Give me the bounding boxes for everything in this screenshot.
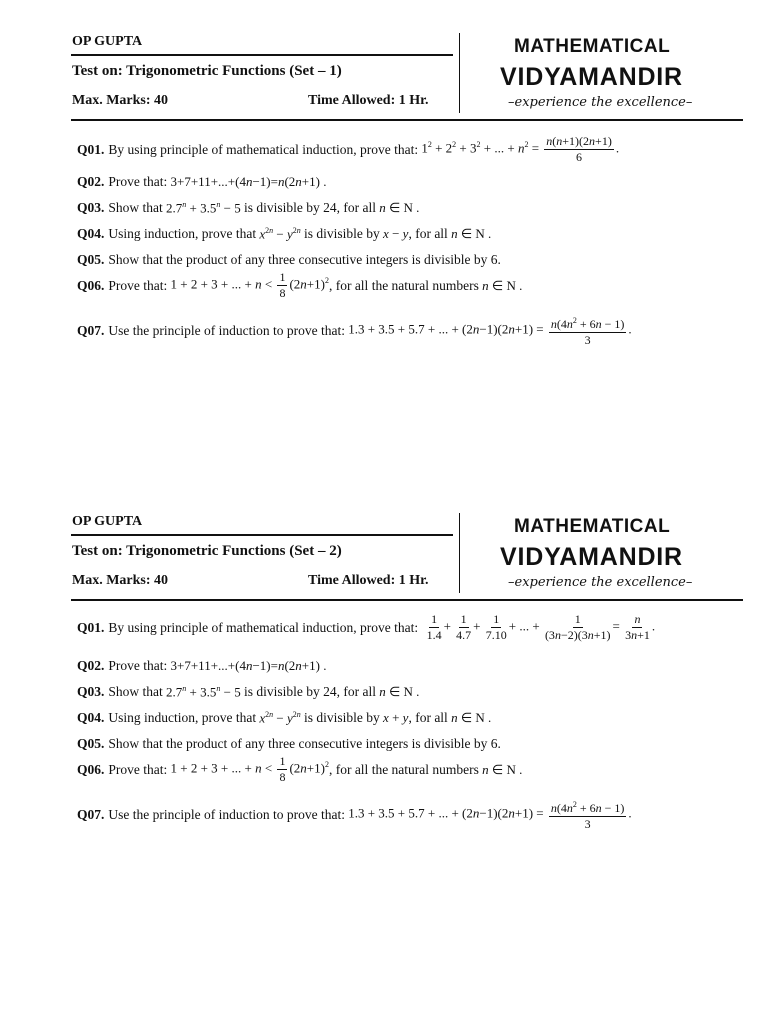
time-allowed: Time Allowed: 1 Hr. xyxy=(308,93,429,108)
question-text-suffix: is divisible by xyxy=(304,710,380,726)
question-4: Q04. Using induction, prove that $x^{2n} - y^{2n}$ is divisible by x − y , for all n ∈ N . xyxy=(77,226,492,242)
header-rule xyxy=(71,599,743,601)
test-sheet-set-1 xyxy=(0,30,768,347)
sheet-header xyxy=(0,30,768,122)
author-name: OP GUPTA xyxy=(72,34,143,49)
question-formula: 1.3 + 3.5 + 5.7 + ... + (2n−1)(2n+1) = $\frac{n(4n^2 + 6n - 1)}{3}$ . xyxy=(345,313,632,348)
question-number: Q06. xyxy=(77,277,105,293)
brand-line-2: VIDYAMANDIR xyxy=(500,543,683,571)
question-text: Show that the product of any three consecutive integers is divisible by 6. xyxy=(108,736,501,751)
time-allowed: Time Allowed: 1 Hr. xyxy=(308,573,429,588)
brand-line-2: VIDYAMANDIR xyxy=(500,63,683,91)
question-text: By using principle of mathematical induction, prove that: xyxy=(108,619,419,635)
brand-line-1: MATHEMATICAL xyxy=(514,516,671,537)
question-text-suffix: is divisible by 24, for all xyxy=(243,684,376,700)
question-number: Q04. xyxy=(77,226,105,242)
question-text: Using induction, prove that xyxy=(108,710,257,726)
question-number: Q01. xyxy=(77,619,105,635)
question-formula: 1.3 + 3.5 + 5.7 + ... + (2n−1)(2n+1) = $\frac{n(4n^2 + 6n - 1)}{3}$ . xyxy=(345,797,632,832)
question-formula: 1 + 2 + 3 + ... + n < $\frac{1}{8}$ $(2n+1)^2$ xyxy=(167,754,329,784)
author-name: OP GUPTA xyxy=(72,514,143,529)
question-4: Q04. Using induction, prove that $x^{2n} - y^{2n}$ is divisible by x + y , for all n ∈ N . xyxy=(77,710,492,726)
header-divider xyxy=(71,534,453,536)
question-number: Q05. xyxy=(77,252,105,267)
question-formula: $1^2 + 2^2 + 3^2$ + ... + $n^2$ = $\frac{n(n+1)(2n+1)}{6}$ . xyxy=(418,134,620,164)
question-text: By using principle of mathematical induction, prove that: xyxy=(108,141,419,157)
question-number: Q07. xyxy=(77,322,105,338)
test-sheet-set-2 xyxy=(0,510,768,831)
question-formula: 1 + 2 + 3 + ... + n < $\frac{1}{8}$ $(2n+1)^2$ xyxy=(167,270,329,300)
question-formula: 3+7+11+...+(4n−1)=n(2n+1) . xyxy=(167,174,327,189)
question-formula: $\frac{1}{1.4}$ + $\frac{1}{4.7}$ + $\frac{1}{7.10}$ + ... + $\frac{1}{(3n-2)(3n+1)}$ = $\frac{n}{3n+1}$ . xyxy=(426,612,656,642)
test-title: Test on: Trigonometric Functions (Set – 2) xyxy=(72,543,342,559)
brand-tagline: –experience the excellence– xyxy=(508,575,693,590)
question-formula: 3+7+11+...+(4n−1)=n(2n+1) . xyxy=(167,658,327,673)
question-5 xyxy=(77,736,501,752)
question-text-suffix: , for all xyxy=(408,226,448,242)
question-text: Prove that: xyxy=(108,658,168,673)
question-5 xyxy=(77,252,501,268)
question-text: Use the principle of induction to prove that: xyxy=(108,806,345,822)
question-number: Q02. xyxy=(77,658,105,673)
question-text: Prove that: xyxy=(108,761,168,777)
question-2 xyxy=(77,658,326,674)
question-text-suffix: , for all the natural numbers xyxy=(328,761,479,777)
question-text: Use the principle of induction to prove that: xyxy=(108,322,345,338)
question-7 xyxy=(77,313,632,348)
test-title: Test on: Trigonometric Functions (Set – 1) xyxy=(72,63,342,79)
question-6: Q06. Prove that: 1 + 2 + 3 + ... + n < $\frac{1}{8}$ $(2n+1)^2$ , for all the natural numbers n ∈ N . xyxy=(77,754,523,784)
sheet-header xyxy=(0,510,768,602)
question-1 xyxy=(77,612,655,643)
question-text: Using induction, prove that xyxy=(108,226,257,242)
question-number: Q03. xyxy=(77,200,105,216)
max-marks: Max. Marks: 40 xyxy=(72,573,169,588)
question-text-suffix: is divisible by 24, for all xyxy=(243,200,376,216)
question-3: Q03. Show that $2.7^n + 3.5^n - 5$ is divisible by 24, for all n ∈ N . xyxy=(77,200,420,216)
brand-line-1: MATHEMATICAL xyxy=(514,36,671,57)
question-number: Q03. xyxy=(77,684,105,700)
question-6: Q06. Prove that: 1 + 2 + 3 + ... + n < $\frac{1}{8}$ $(2n+1)^2$ , for all the natural numbers n ∈ N . xyxy=(77,270,523,300)
question-number: Q05. xyxy=(77,736,105,751)
question-text: Show that the product of any three consecutive integers is divisible by 6. xyxy=(108,252,501,267)
question-text: Show that xyxy=(108,200,163,216)
question-number: Q02. xyxy=(77,174,105,189)
question-formula: $2.7^n + 3.5^n - 5$ xyxy=(162,200,244,216)
question-text: Show that xyxy=(108,684,163,700)
question-number: Q01. xyxy=(77,141,105,157)
question-3: Q03. Show that $2.7^n + 3.5^n - 5$ is divisible by 24, for all n ∈ N . xyxy=(77,684,420,700)
question-text: Prove that: xyxy=(108,277,168,293)
question-text-suffix: is divisible by xyxy=(304,226,380,242)
brand-tagline: –experience the excellence– xyxy=(508,95,693,110)
question-number: Q07. xyxy=(77,806,105,822)
header-divider xyxy=(71,54,453,56)
question-formula: $x^{2n} - y^{2n}$ xyxy=(259,226,301,242)
header-vertical-divider xyxy=(459,33,460,113)
header-rule xyxy=(71,119,743,121)
question-formula: $2.7^n + 3.5^n - 5$ xyxy=(162,684,244,700)
question-number: Q04. xyxy=(77,710,105,726)
question-1 xyxy=(77,134,619,165)
question-2 xyxy=(77,174,326,190)
max-marks: Max. Marks: 40 xyxy=(72,93,169,108)
question-number: Q06. xyxy=(77,761,105,777)
question-text: Prove that: xyxy=(108,174,168,189)
question-text-suffix: , for all xyxy=(408,710,448,726)
question-formula: $x^{2n} - y^{2n}$ xyxy=(259,710,301,726)
question-text-suffix: , for all the natural numbers xyxy=(328,277,479,293)
header-vertical-divider xyxy=(459,513,460,593)
question-7 xyxy=(77,797,632,832)
